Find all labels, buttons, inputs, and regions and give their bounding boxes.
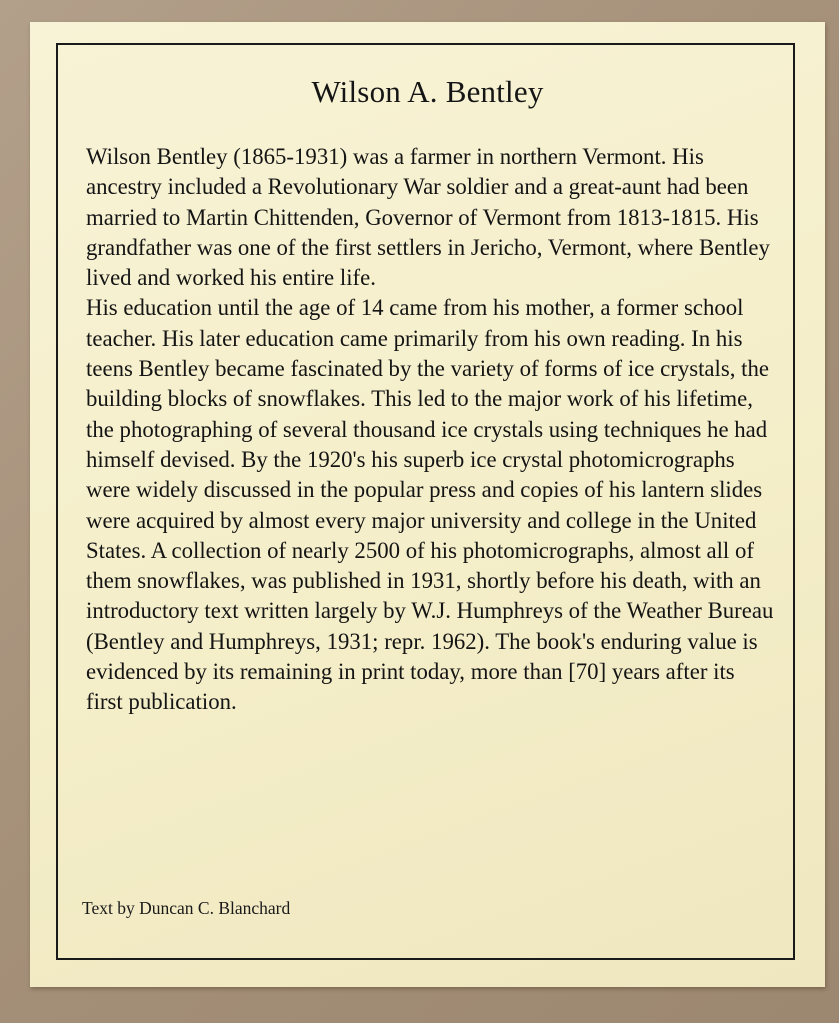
placard-body — [86, 142, 776, 718]
paragraph-education-work: His education until the age of 14 came from his mother, a former school teacher. His later education came primarily from his own reading. In his teens Bentley became fascinated by the variety of forms of ice crystals, the building blocks of snowflakes. This led to the major work of his lifetime, the photographing of several thousand ice crystals using techniques he had himself devised. By the 1920's his superb ice crystal photomicrographs were widely discussed in the popular press and copies of his lantern slides were acquired by almost every major university and college in the United States. A collection of nearly 2500 of his photomicrographs, almost all of them snowflakes, was published in 1931, shortly before his death, with an introductory text written largely by W.J. Humphreys of the Weather Bureau (Bentley and Humphreys, 1931; repr. 1962). The book's enduring value is evidenced by its remaining in print today, more than [70] years after its first publication. — [86, 295, 774, 715]
paragraph-ancestry: Wilson Bentley (1865-1931) was a farmer in northern Vermont. His ancestry included a Revolutionary War soldier and a great-aunt had been married to Martin Chittenden, Governor of Vermont from 1813-1815. His grandfather was one of the first settlers in Jericho, Vermont, where Bentley lived and worked his entire life. — [86, 144, 770, 291]
placard-title: Wilson A. Bentley — [311, 74, 544, 109]
placard-paper — [30, 22, 825, 987]
author-credit: Text by Duncan C. Blanchard — [82, 898, 291, 918]
